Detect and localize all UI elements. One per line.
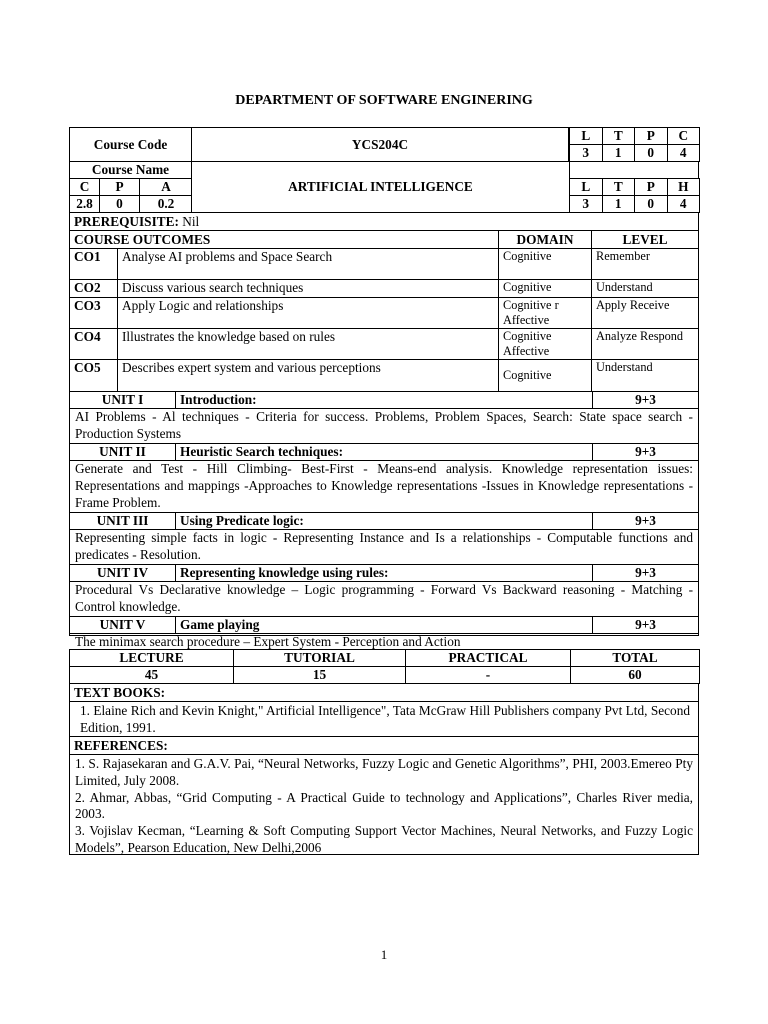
unit-content: Generate and Test - Hill Climbing- Best-First - Means-end analysis. Knowledge representation issues: Representations and mappings -Approaches to Knowledge representations -Issues in Knowledge representations - Frame Problem. [69, 460, 699, 514]
co-domain: Cognitive r Affective [498, 297, 592, 329]
unit-title: Using Predicate logic: [175, 512, 593, 530]
cpa-value-c: 2.8 [69, 195, 100, 213]
co-domain: Cognitive [498, 279, 592, 298]
summary-header: PRACTICAL [405, 649, 571, 667]
ltph-header-t: T [602, 178, 636, 196]
ltpc-value-c: 4 [667, 144, 701, 162]
co-id: CO1 [69, 248, 118, 280]
co-id: CO3 [69, 297, 118, 329]
text-books-label: TEXT BOOKS: [69, 683, 699, 702]
cpa-header-c: C [69, 178, 100, 196]
unit-hours: 9+3 [592, 391, 699, 409]
summary-value: - [405, 666, 571, 684]
domain-header: DOMAIN [498, 230, 592, 249]
prerequisite-row [69, 212, 699, 231]
unit-title: Representing knowledge using rules: [175, 564, 593, 582]
co-domain: Cognitive [498, 359, 592, 392]
co-id: CO4 [69, 328, 118, 360]
course-code: YCS204C [191, 127, 569, 162]
co-level: Apply Receive [591, 297, 699, 329]
prerequisite-label: PREREQUISITE: [74, 214, 179, 229]
reference-item: 2. Ahmar, Abbas, “Grid Computing - A Practical Guide to technology and Applications”, Charles River media, 2003. [75, 789, 693, 822]
co-text: Illustrates the knowledge based on rules [117, 328, 499, 360]
prerequisite-value: Nil [178, 214, 200, 229]
course-name: ARTIFICIAL INTELLIGENCE [191, 161, 570, 213]
co-text: Analyse AI problems and Space Search [117, 248, 499, 280]
unit-hours: 9+3 [592, 512, 699, 530]
course-code-label: Course Code [69, 127, 192, 162]
co-level: Remember [591, 248, 699, 280]
unit-content: Representing simple facts in logic - Representing Instance and Is a relationships - Computable functions and predicates - Resolution. [69, 529, 699, 566]
cpa-value-a: 0.2 [139, 195, 193, 213]
page-number: 1 [380, 947, 388, 962]
level-header: LEVEL [591, 230, 699, 249]
ltpc-header-c: C [667, 127, 701, 145]
reference-item: 3. Vojislav Kecman, “Learning & Soft Computing Support Vector Machines, Neural Networks, and Fuzzy Logic Models”, Pearson Education, New Delhi,2006 [75, 823, 693, 855]
unit-title: Introduction: [175, 391, 593, 409]
references-list [69, 754, 699, 855]
department-title: DEPARTMENT OF SOFTWARE ENGINERING [235, 93, 533, 108]
summary-header: TUTORIAL [233, 649, 406, 667]
ltph-header-l: L [569, 178, 603, 196]
unit-title: Game playing [175, 616, 593, 634]
summary-header: TOTAL [570, 649, 700, 667]
unit-hours: 9+3 [592, 564, 699, 582]
co-text: Apply Logic and relationships [117, 297, 499, 329]
unit-content: The minimax search procedure – Expert System - Perception and Action [69, 633, 699, 636]
ltpc-value-t: 1 [602, 144, 636, 162]
unit-content: Procedural Vs Declarative knowledge – Logic programming - Forward Vs Backward reasoning - Matching - Control knowledge. [69, 581, 699, 618]
cpa-value-p: 0 [99, 195, 140, 213]
co-id: CO5 [69, 359, 118, 392]
ltph-value-l: 3 [569, 195, 603, 213]
header-spacer [568, 127, 570, 162]
ltpc-header-t: T [602, 127, 636, 145]
summary-value: 45 [69, 666, 234, 684]
ltpc-value-p: 0 [634, 144, 668, 162]
cpa-header-p: P [99, 178, 140, 196]
course-name-label: Course Name [69, 161, 192, 179]
unit-hours: 9+3 [592, 616, 699, 634]
unit-label: UNIT III [69, 512, 176, 530]
co-level: Understand [591, 279, 699, 298]
ltpc-header-l: L [569, 127, 603, 145]
co-id: CO2 [69, 279, 118, 298]
unit-hours: 9+3 [592, 443, 699, 461]
ltph-top-spacer [569, 161, 699, 179]
unit-label: UNIT I [69, 391, 176, 409]
co-level: Analyze Respond [591, 328, 699, 360]
references-label: REFERENCES: [69, 736, 699, 755]
ltph-header-p: P [634, 178, 668, 196]
unit-content: AI Problems - Al techniques - Criteria for success. Problems, Problem Spaces, Search: State space search - Production Systems [69, 408, 699, 445]
summary-value: 60 [570, 666, 700, 684]
ltpc-value-l: 3 [569, 144, 603, 162]
co-domain: Cognitive [498, 248, 592, 280]
ltph-value-h: 4 [667, 195, 701, 213]
ltpc-header-p: P [634, 127, 668, 145]
co-domain: Cognitive Affective [498, 328, 592, 360]
ltph-header-h: H [667, 178, 701, 196]
text-book-item: 1. Elaine Rich and Kevin Knight," Artificial Intelligence", Tata McGraw Hill Publishers company Pvt Ltd, Second Edition, 1991. [69, 701, 699, 737]
co-text: Discuss various search techniques [117, 279, 499, 298]
co-text: Describes expert system and various perceptions [117, 359, 499, 392]
summary-header: LECTURE [69, 649, 234, 667]
unit-label: UNIT V [69, 616, 176, 634]
course-outcomes-header: COURSE OUTCOMES [69, 230, 499, 249]
unit-label: UNIT IV [69, 564, 176, 582]
summary-value: 15 [233, 666, 406, 684]
ltph-value-p: 0 [634, 195, 668, 213]
reference-item: 1. S. Rajasekaran and G.A.V. Pai, “Neural Networks, Fuzzy Logic and Genetic Algorithms”, PHI, 2003.Emereo Pty Limited, July 2008. [75, 756, 693, 788]
cpa-header-a: A [139, 178, 193, 196]
co-level: Understand [591, 359, 699, 392]
unit-label: UNIT II [69, 443, 176, 461]
unit-title: Heuristic Search techniques: [175, 443, 593, 461]
ltph-value-t: 1 [602, 195, 636, 213]
